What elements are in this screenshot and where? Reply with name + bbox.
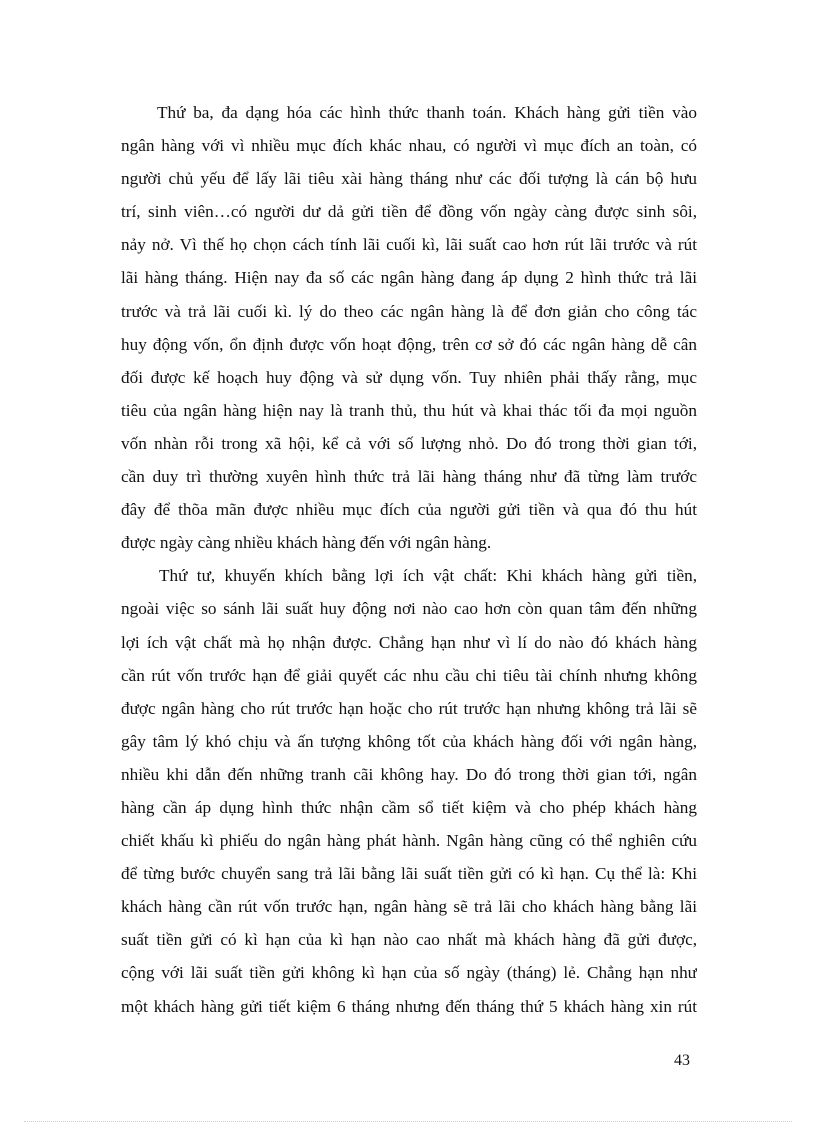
text-line: nhiều khi dẫn đến những tranh cãi không hay. Do đó trong thời gian tới, ngân: [121, 764, 697, 784]
text-line: khách hàng cần rút vốn trước hạn, ngân hàng sẽ trả lãi cho khách hàng bằng lãi: [121, 897, 697, 917]
text-line: đối được kế hoạch huy động và sử dụng vốn. Tuy nhiên phải thấy rằng, mục: [121, 367, 697, 387]
page-bottom-divider: [24, 1121, 792, 1122]
text-line: ngoài việc so sánh lãi suất huy động nơi nào cao hơn còn quan tâm đến những: [121, 599, 697, 619]
text-line: được ngày càng nhiều khách hàng đến với ngân hàng.: [121, 533, 492, 553]
text-line: đây để thõa mãn được nhiều mục đích của người gửi tiền và qua đó thu hút: [121, 500, 697, 520]
text-line: để từng bước chuyển sang trả lãi bằng lãi suất tiền gửi có kì hạn. Cụ thể là: Khi: [121, 864, 697, 884]
text-line: người chủ yếu để lấy lãi tiêu xài hàng tháng như các đối tượng là cán bộ hưu: [121, 169, 697, 189]
paragraph-1: [121, 96, 697, 559]
text-line: huy động vốn, ổn định được vốn hoạt động, trên cơ sở đó các ngân hàng dễ cân: [121, 334, 697, 354]
page-number: 43: [674, 1052, 690, 1069]
text-line: tiêu của ngân hàng hiện nay là tranh thủ, thu hút và khai thác tối đa mọi nguồn: [121, 400, 697, 420]
text-line: cần duy trì thường xuyên hình thức trả lãi hàng tháng như đã từng làm trước: [121, 467, 697, 487]
text-line: suất tiền gửi có kì hạn của kì hạn nào cao nhất mà khách hàng đã gửi được,: [121, 930, 697, 950]
text-line: cần rút vốn trước hạn để giải quyết các nhu cầu chi tiêu tài chính nhưng không: [121, 665, 697, 685]
text-line: nảy nở. Vì thế họ chọn cách tính lãi cuối kì, lãi suất cao hơn rút lãi trước và rút: [121, 235, 697, 255]
paragraph-2: [121, 559, 697, 1022]
text-line: gây tâm lý khó chịu và ấn tượng không tốt của khách hàng đối với ngân hàng,: [121, 731, 697, 751]
text-line: một khách hàng gửi tiết kiệm 6 tháng nhưng đến tháng thứ 5 khách hàng xin rút: [121, 996, 697, 1016]
text-line: được ngân hàng cho rút trước hạn hoặc cho rút trước hạn nhưng không trả lãi sẽ: [121, 698, 697, 718]
text-line: trước và trả lãi cuối kì. lý do theo các ngân hàng là để đơn giản cho công tác: [121, 301, 697, 321]
body-text: [121, 96, 697, 1023]
text-line: lợi ích vật chất mà họ nhận được. Chẳng hạn như vì lí do nào đó khách hàng: [121, 632, 697, 652]
text-line: Thứ tư, khuyến khích bằng lợi ích vật chất: Khi khách hàng gửi tiền,: [159, 566, 697, 586]
text-line: Thứ ba, đa dạng hóa các hình thức thanh toán. Khách hàng gửi tiền vào: [157, 103, 697, 122]
text-line: trí, sinh viên…có người dư dả gửi tiền để đồng vốn ngày càng được sinh sôi,: [121, 202, 697, 222]
text-line: ngân hàng với vì nhiều mục đích khác nhau, có người vì mục đích an toàn, có: [121, 136, 697, 156]
text-line: chiết khấu kì phiếu do ngân hàng phát hành. Ngân hàng cũng có thể nghiên cứu: [121, 831, 697, 851]
text-line: vốn nhàn rỗi trong xã hội, kể cả với số lượng nhỏ. Do đó trong thời gian tới,: [121, 433, 697, 453]
text-line: lãi hàng tháng. Hiện nay đa số các ngân hàng đang áp dụng 2 hình thức trả lãi: [121, 268, 697, 288]
text-line: cộng với lãi suất tiền gửi không kì hạn của số ngày (tháng) lẻ. Chẳng hạn như: [121, 963, 697, 983]
text-line: hàng cần áp dụng hình thức nhận cầm sổ tiết kiệm và cho phép khách hàng: [121, 797, 697, 817]
